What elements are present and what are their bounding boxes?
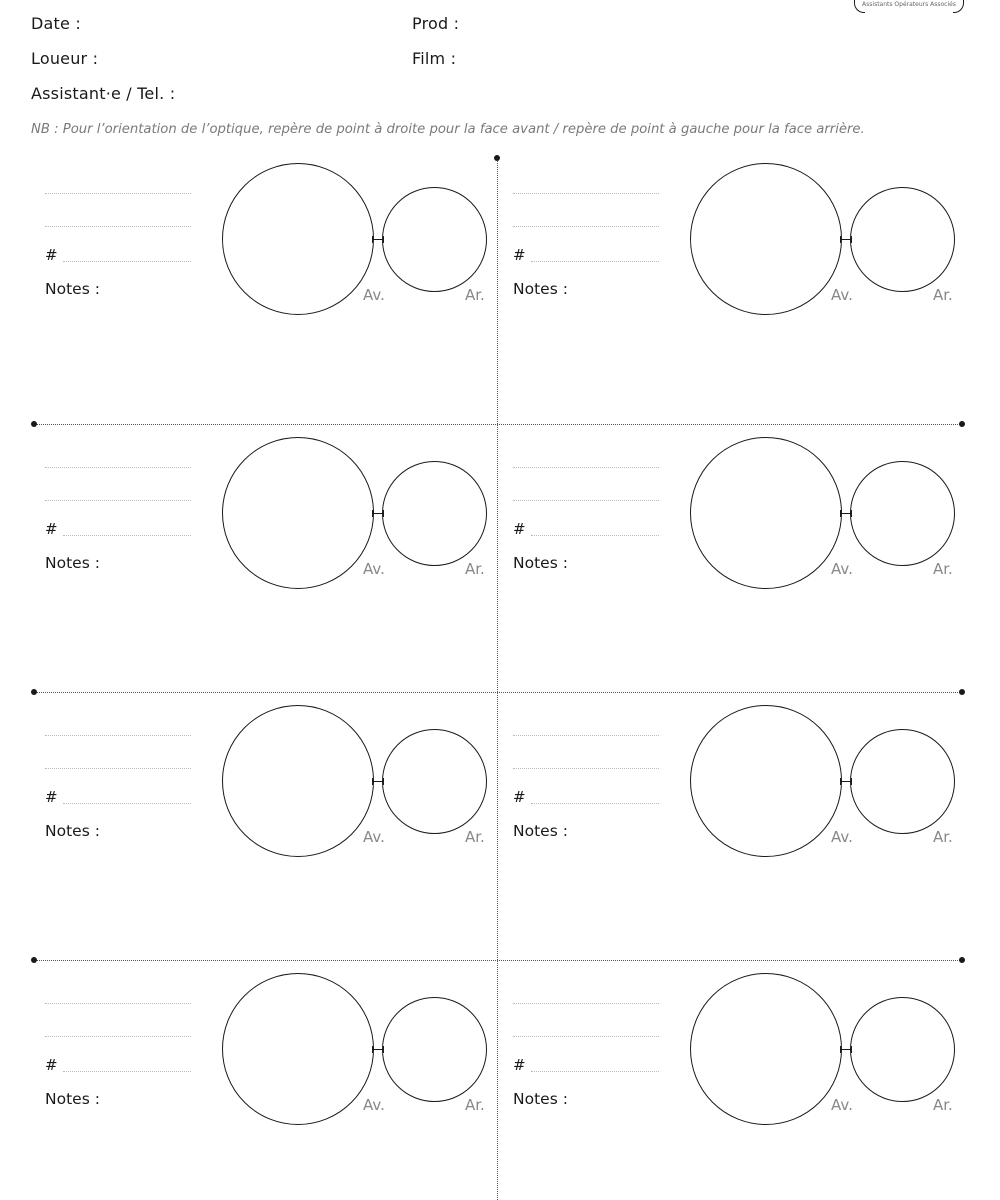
- lens-name-field[interactable]: [513, 735, 659, 736]
- front-face-label: Av.: [831, 1096, 853, 1114]
- rear-element-circle[interactable]: [382, 729, 487, 834]
- serial-number-field[interactable]: [531, 535, 659, 536]
- focus-mark-tick: [851, 778, 852, 785]
- rear-element-circle[interactable]: [850, 187, 955, 292]
- rear-face-label: Ar.: [465, 828, 485, 846]
- serial-number-field[interactable]: [531, 803, 659, 804]
- serial-number-field[interactable]: [63, 1071, 191, 1072]
- rear-face-label: Ar.: [933, 1096, 953, 1114]
- lens-name-field[interactable]: [45, 1003, 191, 1004]
- lens-focal-field[interactable]: [45, 226, 191, 227]
- horizontal-cut-line: [34, 960, 962, 961]
- focus-mark-tick: [383, 510, 384, 517]
- hash-label: #: [45, 1056, 58, 1074]
- front-element-circle[interactable]: [690, 163, 842, 315]
- lens-name-field[interactable]: [45, 193, 191, 194]
- hash-label: #: [513, 246, 526, 264]
- front-face-label: Av.: [363, 286, 385, 304]
- logo: [852, 0, 966, 14]
- front-element-circle[interactable]: [222, 437, 374, 589]
- focus-mark-tick: [851, 1046, 852, 1053]
- focus-mark-tick: [851, 510, 852, 517]
- rear-face-label: Ar.: [465, 560, 485, 578]
- rear-face-label: Ar.: [933, 828, 953, 846]
- rear-element-circle[interactable]: [850, 997, 955, 1102]
- focus-mark-tick: [383, 778, 384, 785]
- focus-mark-tick: [840, 236, 841, 243]
- serial-number-field[interactable]: [531, 1071, 659, 1072]
- lens-focal-field[interactable]: [45, 1036, 191, 1037]
- lens-focal-field[interactable]: [45, 768, 191, 769]
- rear-face-label: Ar.: [465, 1096, 485, 1114]
- hash-label: #: [513, 520, 526, 538]
- focus-mark-tick: [383, 1046, 384, 1053]
- rear-element-circle[interactable]: [382, 997, 487, 1102]
- notes-label: Notes :: [513, 1090, 568, 1108]
- serial-number-field[interactable]: [63, 803, 191, 804]
- front-face-label: Av.: [363, 560, 385, 578]
- lens-focal-field[interactable]: [513, 1036, 659, 1037]
- hash-label: #: [45, 788, 58, 806]
- notes-label: Notes :: [45, 822, 100, 840]
- front-face-label: Av.: [831, 828, 853, 846]
- cut-dot: [31, 957, 37, 963]
- lens-name-field[interactable]: [45, 735, 191, 736]
- hash-label: #: [45, 520, 58, 538]
- front-element-circle[interactable]: [690, 973, 842, 1125]
- serial-number-field[interactable]: [63, 261, 191, 262]
- front-face-label: Av.: [831, 560, 853, 578]
- lens-focal-field[interactable]: [513, 500, 659, 501]
- notes-label: Notes :: [513, 554, 568, 572]
- rear-face-label: Ar.: [933, 560, 953, 578]
- lens-card: [513, 432, 983, 597]
- header-date-label: Date :: [31, 14, 81, 33]
- header-assistant-label: Assistant·e / Tel. :: [31, 84, 176, 103]
- horizontal-cut-line: [34, 692, 962, 693]
- lens-name-field[interactable]: [513, 193, 659, 194]
- cut-dot: [31, 421, 37, 427]
- orientation-note: NB : Pour l’orientation de l’optique, repère de point à droite pour la face avant / repère de point à gauche pour la face arrière.: [31, 122, 865, 137]
- rear-element-circle[interactable]: [850, 461, 955, 566]
- notes-label: Notes :: [45, 280, 100, 298]
- front-element-circle[interactable]: [222, 163, 374, 315]
- lens-name-field[interactable]: [45, 467, 191, 468]
- cut-dot: [959, 421, 965, 427]
- focus-mark-tick: [372, 1046, 373, 1053]
- front-element-circle[interactable]: [690, 437, 842, 589]
- notes-label: Notes :: [513, 822, 568, 840]
- cut-dot: [959, 957, 965, 963]
- lens-focal-field[interactable]: [513, 768, 659, 769]
- notes-label: Notes :: [513, 280, 568, 298]
- lens-name-field[interactable]: [513, 1003, 659, 1004]
- hash-label: #: [45, 246, 58, 264]
- lens-name-field[interactable]: [513, 467, 659, 468]
- rear-face-label: Ar.: [465, 286, 485, 304]
- lens-card: [45, 158, 515, 323]
- serial-number-field[interactable]: [63, 535, 191, 536]
- rear-element-circle[interactable]: [850, 729, 955, 834]
- hash-label: #: [513, 1056, 526, 1074]
- lens-card: [513, 700, 983, 865]
- lens-card: [45, 968, 515, 1133]
- logo-text: Assistants Opérateurs Associés: [862, 1, 956, 8]
- lens-card: [513, 968, 983, 1133]
- header-film-label: Film :: [412, 49, 457, 68]
- front-element-circle[interactable]: [690, 705, 842, 857]
- front-face-label: Av.: [363, 828, 385, 846]
- focus-mark-tick: [851, 236, 852, 243]
- header-loueur-label: Loueur :: [31, 49, 99, 68]
- focus-mark-tick: [383, 236, 384, 243]
- lens-card: [513, 158, 983, 323]
- rear-element-circle[interactable]: [382, 187, 487, 292]
- header-prod-label: Prod :: [412, 14, 460, 33]
- horizontal-cut-line: [34, 424, 962, 425]
- lens-card: [45, 432, 515, 597]
- front-element-circle[interactable]: [222, 705, 374, 857]
- focus-mark-tick: [372, 510, 373, 517]
- rear-face-label: Ar.: [933, 286, 953, 304]
- lens-focal-field[interactable]: [513, 226, 659, 227]
- focus-mark-tick: [840, 778, 841, 785]
- lens-focal-field[interactable]: [45, 500, 191, 501]
- front-element-circle[interactable]: [222, 973, 374, 1125]
- focus-mark-tick: [372, 236, 373, 243]
- focus-mark-tick: [840, 510, 841, 517]
- hash-label: #: [513, 788, 526, 806]
- lens-card: [45, 700, 515, 865]
- front-face-label: Av.: [363, 1096, 385, 1114]
- focus-mark-tick: [840, 1046, 841, 1053]
- serial-number-field[interactable]: [531, 261, 659, 262]
- notes-label: Notes :: [45, 1090, 100, 1108]
- cut-dot: [31, 689, 37, 695]
- focus-mark-tick: [372, 778, 373, 785]
- cut-dot: [959, 689, 965, 695]
- rear-element-circle[interactable]: [382, 461, 487, 566]
- notes-label: Notes :: [45, 554, 100, 572]
- front-face-label: Av.: [831, 286, 853, 304]
